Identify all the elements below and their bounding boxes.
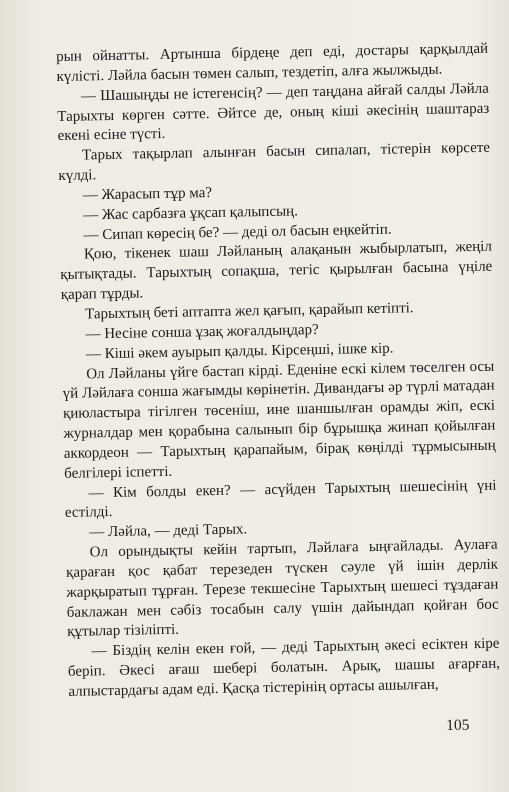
page-text xyxy=(56,40,500,703)
paragraph: Тарых тақырлап алынған басын сипалап, тістерін көрсете күлді. xyxy=(58,139,491,185)
paragraph: рын ойнатты. Артынша бірдеңе деп еді, достары қарқылдай күлісті. Ләйла басын төмен салып, тездетіп, алға жылжыды. xyxy=(56,40,489,85)
paragraph: — Жарасып тұр ма? xyxy=(82,184,213,204)
page-number: 105 xyxy=(446,716,470,734)
paragraph: — Кім болды екен? — асүйден Тарыхтың шешесінің үні естілді. xyxy=(64,477,497,522)
paragraph: Ол орындықты кейін тартып, Ләйлаға ыңғайлады. Аулаға қараған қос қабат терезеден түскен сәуле үй ішін дерлік жарқыратып тұрған. Терезе текшесіне Тарыхтың шешесі тұздаған баклажан мен сәбіз тосабын салу үшін дайындап қойған бос құтылар тізіліпті. xyxy=(65,536,499,641)
paragraph: — Кіші әкем ауырып қалды. Кірсеңші, ішке кір. xyxy=(85,340,394,363)
paragraph: — Несіне сонша ұзақ жоғалдыңдар? xyxy=(85,321,319,343)
paragraph: Қою, тікенек шаш Ләйланың алақанын жыбырлатып, жеңіл қытықтады. Тарыхтың сопақша, тегіс қырылған басына үңіле қарап тұрды. xyxy=(60,239,493,304)
paragraph: — Сипап көресің бе? — деді ол басын еңкейтіп. xyxy=(83,221,392,244)
paragraph: — Ләйла, — деді Тарых. xyxy=(89,521,248,541)
paragraph: Тарыхтың беті аптапта жел қағып, қарайып кетіпті. xyxy=(84,300,414,323)
paragraph: — Біздің келін екен ғой, — деді Тарыхтың әкесі есіктен кіре беріп. Әкесі ағаш шебері болатын. Арық, шашы ағарған, алпыстардағы адам еді. Қасқа тістерінің ортасы ашылған, xyxy=(67,635,501,700)
paragraph: Ол Ләйланы үйге бастап кірді. Еденіне ескі кілем төселген осы үй Ләйлаға сонша жағымды көрінетін. Дивандағы әр түрлі матадан қиюластыра тігілген төсеніш, ине шаншылған орамды жіп, ескі журналдар мен қорабына салынып бір бұрышқа жинап қойылған аккордеон — Тарыхтың қарапайым, бірақ көңілді тұрмысының белгілері іспетті. xyxy=(62,358,496,482)
paragraph: — Жас сарбазға ұқсап қалыпсың. xyxy=(83,203,299,224)
paragraph: — Шашыңды не істегенсің? — деп таңдана айғай салды Ләйла Тарыхты көрген сәтте. Әйтсе де, оның кіші әкесінің шаштараз екені есіне түсті. xyxy=(57,80,490,145)
